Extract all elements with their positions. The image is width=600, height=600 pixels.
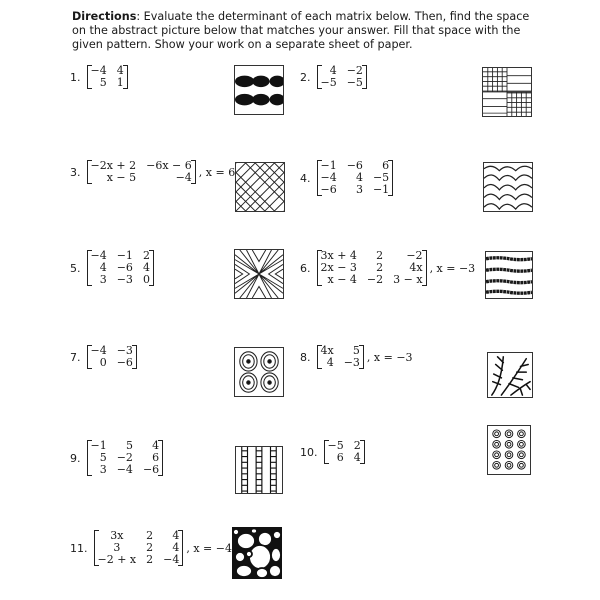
matrix-cell: 3x + 4: [320, 249, 357, 262]
problem-number: 8.: [300, 350, 311, 364]
matrix-cell: −2: [366, 273, 384, 286]
matrix-cell: −6x − 6: [146, 159, 192, 172]
matrix-cell: −4: [90, 249, 107, 262]
matrix-cell: 0: [99, 356, 107, 369]
problem-10: [300, 440, 365, 464]
problem-number: 5.: [70, 261, 81, 275]
matrix-cell: x − 4: [327, 273, 357, 286]
problem-1: [70, 65, 128, 89]
matrix-cell: −3: [343, 356, 360, 369]
matrix-cell: 5: [99, 76, 107, 89]
matrix-cell: −6: [346, 159, 363, 172]
matrix-cell: −4: [116, 463, 133, 476]
matrix-cell: 3: [113, 541, 121, 554]
variable-condition: , x = −4: [186, 541, 232, 555]
matrix-cell: −6: [116, 356, 133, 369]
matrix-cell: 4: [326, 356, 334, 369]
variable-condition: , x = 6: [198, 165, 236, 179]
matrix-cell: 5: [125, 439, 133, 452]
problem-number: 9.: [70, 451, 81, 465]
matrix-cell: −1: [116, 249, 133, 262]
matrix-cell: 3: [99, 273, 107, 286]
matrix-cell: −4: [320, 171, 337, 184]
problem-number: 6.: [300, 261, 311, 275]
converging-chevrons-pattern: [234, 249, 284, 299]
problem-11: [70, 530, 232, 566]
matrix-cell: 3: [99, 463, 107, 476]
matrix-cell: −3: [116, 344, 133, 357]
matrix-cell: −6: [116, 261, 133, 274]
dark-blob-chains-pattern: [234, 65, 284, 115]
problem-3: [70, 160, 235, 184]
matrix-cell: 3x: [110, 529, 124, 542]
matrix-cell: 4: [172, 529, 180, 542]
matrix: [317, 65, 367, 89]
matrix-cell: 4: [329, 64, 337, 77]
problem-8: [300, 345, 413, 369]
matrix-cell: −4: [175, 171, 192, 184]
matrix-cell: 2: [142, 249, 150, 262]
fuzzy-horizontal-bands-pattern: [485, 251, 533, 299]
matrix-cell: 5: [99, 451, 107, 464]
matrix-cell: −5: [372, 171, 390, 184]
matrix-cell: 4: [172, 541, 180, 554]
matrix: [87, 65, 128, 89]
matrix-cell: 6: [152, 451, 160, 464]
matrix-cell: −2x + 2: [90, 159, 137, 172]
matrix-cell: −2 + x: [97, 553, 137, 566]
matrix-cell: 4: [116, 64, 124, 77]
matrix-cell: −1: [90, 439, 107, 452]
matrix-cell: −5: [327, 439, 344, 452]
matrix-cell: −5: [320, 76, 337, 89]
grid-and-lines-quadrant-pattern: [482, 67, 532, 117]
matrix-cell: 2: [376, 261, 384, 274]
matrix-cell: 4: [152, 439, 160, 452]
variable-condition: , x = −3: [366, 350, 413, 364]
problem-number: 7.: [70, 350, 81, 364]
matrix-cell: x − 5: [106, 171, 137, 184]
problem-number: 10.: [300, 445, 318, 459]
pebbles-pattern: [232, 527, 282, 579]
problem-number: 4.: [300, 171, 311, 185]
matrix-cell: 2: [146, 529, 154, 542]
matrix-cell: 4: [142, 261, 150, 274]
problem-9: [70, 440, 163, 476]
branching-twigs-pattern: [487, 352, 533, 398]
matrix-cell: 2x − 3: [320, 261, 357, 274]
matrix-cell: −6: [142, 463, 160, 476]
vertical-ladders-pattern: [235, 446, 283, 494]
scallop-waves-pattern: [483, 162, 533, 212]
directions-text: [72, 10, 542, 53]
matrix: [324, 440, 365, 464]
matrix-cell: −6: [320, 183, 337, 196]
matrix-cell: 2: [146, 553, 154, 566]
matrix-cell: −4: [90, 64, 107, 77]
matrix-cell: −2: [406, 249, 423, 262]
matrix: [87, 250, 154, 286]
variable-condition: , x = −3: [429, 261, 476, 275]
matrix-cell: −2: [116, 451, 133, 464]
matrix-cell: −1: [320, 159, 337, 172]
concentric-ovals-pattern: [234, 347, 284, 397]
matrix-cell: 6: [336, 451, 344, 464]
matrix-cell: 5: [352, 344, 360, 357]
matrix-cell: −1: [372, 183, 390, 196]
matrix-cell: 6: [382, 159, 390, 172]
problem-2: [300, 65, 367, 89]
matrix-cell: 2: [376, 249, 384, 262]
matrix-cell: −5: [346, 76, 363, 89]
matrix: [317, 345, 364, 369]
crosshatch-pattern: [235, 162, 285, 212]
problem-number: 2.: [300, 70, 311, 84]
problem-7: [70, 345, 137, 369]
matrix: [317, 250, 427, 286]
matrix-cell: 4: [355, 171, 363, 184]
matrix-cell: 2: [146, 541, 154, 554]
matrix-cell: 4: [353, 451, 361, 464]
matrix: [94, 530, 184, 566]
matrix-cell: 3: [355, 183, 363, 196]
matrix: [317, 160, 394, 196]
matrix-cell: 3 − x: [393, 273, 423, 286]
problem-number: 1.: [70, 70, 81, 84]
spiral-grid-pattern: [487, 425, 531, 475]
matrix-cell: −4: [163, 553, 180, 566]
matrix-cell: −3: [116, 273, 133, 286]
problem-5: [70, 250, 154, 286]
matrix: [87, 160, 196, 184]
matrix-cell: −4: [90, 344, 107, 357]
matrix-cell: 4x: [320, 344, 334, 357]
matrix-cell: 4x: [409, 261, 423, 274]
problem-number: 11.: [70, 541, 88, 555]
directions-label: Directions: [72, 10, 137, 23]
problem-6: [300, 250, 475, 286]
matrix: [87, 440, 164, 476]
matrix-cell: 0: [142, 273, 150, 286]
matrix-cell: −2: [346, 64, 363, 77]
directions-body: : Evaluate the determinant of each matrix below. Then, find the space on the abstract picture below that matches your answer. Fill that space with the given pattern. Show your work on a separate sheet of paper.: [72, 10, 530, 52]
matrix-cell: 2: [353, 439, 361, 452]
problem-4: [300, 160, 393, 196]
matrix: [87, 345, 137, 369]
matrix-cell: 4: [99, 261, 107, 274]
problem-number: 3.: [70, 165, 81, 179]
matrix-cell: 1: [116, 76, 124, 89]
